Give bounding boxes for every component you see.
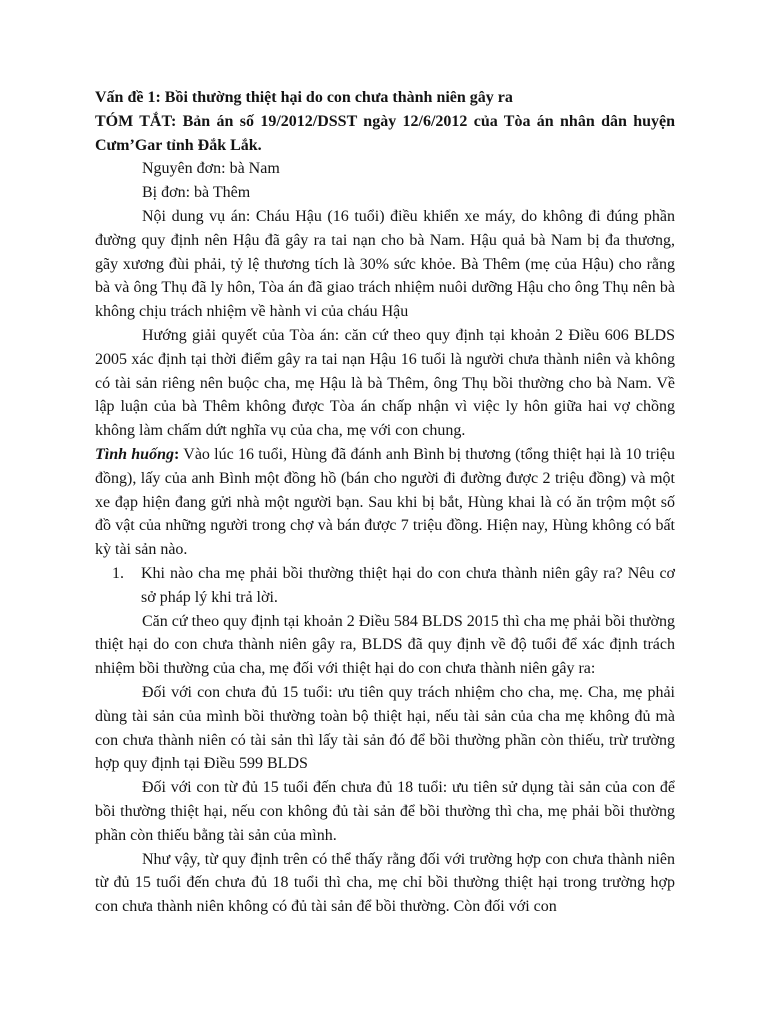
situation-paragraph [95,443,675,562]
situation-text: Vào lúc 16 tuổi, Hùng đã đánh anh Bình bị thương (tổng thiệt hại là 10 triệu đồng), lấy của anh Bình một đồng hồ (bán cho người đi đường được 2 triệu đồng) và một xe đạp hiện đang gửi nhà một người bạn. Sau khi bị bắt, Hùng khai là có ăn trộm một số đồ vật của những người trong chợ và bán được 7 triệu đồng. Hiện nay, Hùng không có bất kỳ tài sản nào. [95,445,675,559]
situation-label: Tình huống [95,445,174,463]
case-summary: TÓM TẮT: Bản án số 19/2012/DSST ngày 12/6/2012 của Tòa án nhân dân huyện Cưm’Gar tỉnh Đắk Lắk. [95,112,675,154]
question-number: 1. [112,564,124,582]
rule-under-15: Đối với con chưa đủ 15 tuổi: ưu tiên quy trách nhiệm cho cha, mẹ. Cha, mẹ phải dùng tài sản của mình bồi thường toàn bộ thiệt hại, nếu tài sản của cha mẹ không đủ mà con chưa thành niên có tài sản thì lấy tài sản đó để bồi thường phần còn thiếu, trừ trường hợp quy định tại Điều 599 BLDS [95,683,675,773]
answer-intro: Căn cứ theo quy định tại khoản 2 Điều 584 BLDS 2015 thì cha mẹ phải bồi thường thiệt hại do con chưa thành niên gây ra, BLDS đã quy định về độ tuổi để xác định trách nhiệm bồi thường của cha, mẹ đối với thiệt hại do con chưa thành niên gây ra: [95,612,675,678]
plaintiff-line: Nguyên đơn: bà Nam [142,160,280,178]
question-text: Khi nào cha mẹ phải bồi thường thiệt hại do con chưa thành niên gây ra? Nêu cơ sở pháp lý khi trả lời. [141,564,675,606]
question-1 [95,562,675,610]
section-heading: Vấn đề 1: Bồi thường thiệt hại do con chưa thành niên gây ra [95,89,513,106]
situation-colon: : [173,445,180,463]
defendant-line: Bị đơn: bà Thêm [142,184,251,202]
rule-15-to-18: Đối với con từ đủ 15 tuổi đến chưa đủ 18 tuổi: ưu tiên sử dụng tài sản của con để bồi thường thiệt hại, nếu con không đủ tài sản để bồi thường thì cha, mẹ phải bồi thường phần còn thiếu bằng tài sản của mình. [95,779,675,844]
case-content: Nội dung vụ án: Cháu Hậu (16 tuổi) điều khiển xe máy, do không đi đúng phần đường quy định nên Hậu đã gây ra tai nạn cho bà Nam. Hậu quả bà Nam bị đa thương, gãy xương đùi phải, tỷ lệ thương tích là 30% sức khỏe. Bà Thêm (mẹ của Hậu) cho rằng bà và ông Thụ đã ly hôn, Tòa án đã giao trách nhiệm nuôi dưỡng Hậu cho ông Thụ nên bà không chịu trách nhiệm về hành vi của cháu Hậu [95,207,675,321]
conclusion-paragraph: Như vậy, từ quy định trên có thể thấy rằng đối với trường hợp con chưa thành niên từ đủ 15 tuổi đến chưa đủ 18 tuổi thì cha, mẹ chỉ bồi thường thiệt hại trong trường hợp con chưa thành niên không có đủ tài sản để bồi thường. Còn đối với con [95,850,675,916]
court-resolution: Hướng giải quyết của Tòa án: căn cứ theo quy định tại khoản 2 Điều 606 BLDS 2005 xác định tại thời điểm gây ra tai nạn Hậu 16 tuổi là người chưa thành niên và không có tài sản riêng nên buộc cha, mẹ Hậu là bà Thêm, ông Thụ bồi thường cho bà Nam. Về lập luận của bà Thêm không được Tòa án chấp nhận vì việc ly hôn giữa hai vợ chồng không làm chấm dứt nghĩa vụ của cha, mẹ với con chung. [95,326,675,440]
